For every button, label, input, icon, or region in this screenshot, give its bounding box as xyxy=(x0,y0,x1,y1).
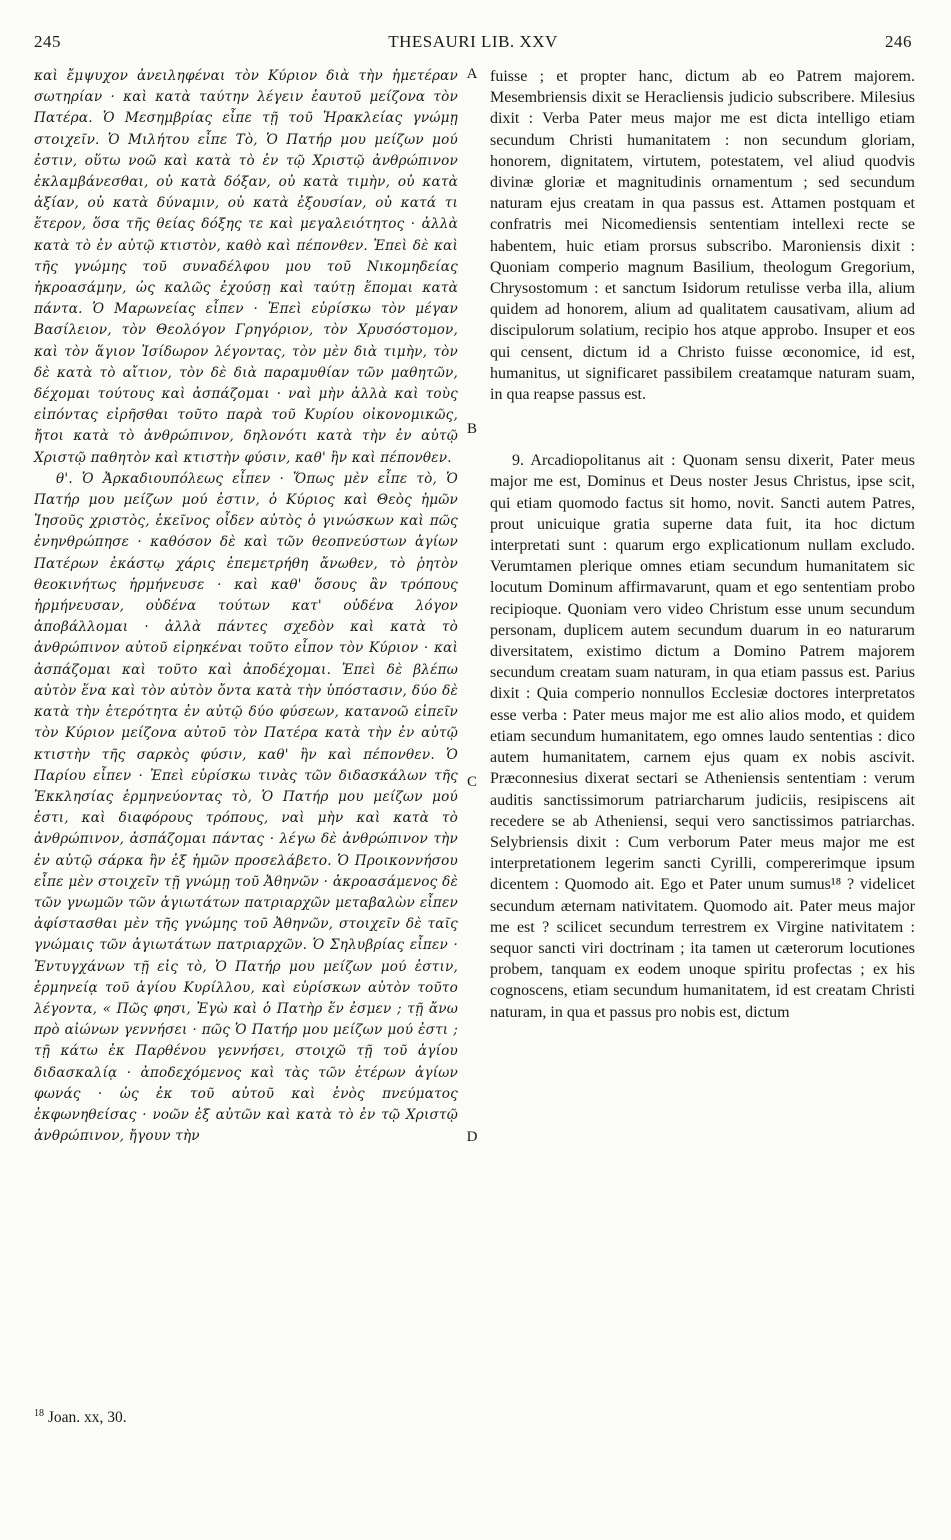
margin-marker-c: C xyxy=(466,774,477,790)
latin-column xyxy=(490,66,915,1023)
margin-marker-a: A xyxy=(466,66,478,82)
greek-paragraph-2: θ'. Ὁ Ἀρκαδιουπόλεως εἶπεν · Ὅπως μὲν εἶπε τὸ, Ὁ Πατήρ μου μείζων μού ἐστιν, ὁ Κύριος καὶ Θεὸς ἡμῶν Ἰησοῦς χριστὸς, ἐκεῖνος οἶδεν αὐτὸς ὁ γινώσκων καὶ πῶς ἐνηνθρώπησε · καθόσον δὲ καὶ τῶν θεοπνεύστων ἁγίων Πατέρων ἑκάστῳ χάρις ἐπεμετρήθη ἄνωθεν, τὸ ῥητὸν θεοκινήτως ἡρμήνευσε · καὶ καθ' ὅσους ἂν τρόπους ἡρμήνευσαν, οὐδένα τούτων κατ' οὐδένα λόγον ἀποβάλλομαι · ἀλλὰ πάντες σχεδὸν καὶ κατὰ τὸ ἀνθρώπινον αὐτοῦ εἰρηκέναι τοῦτο εἶπον τὸν Κύριον · καὶ ἀσπάζομαι καὶ τοῦτο καὶ ἀποδέχομαι. Ἐπεὶ δὲ βλέπω αὐτὸν ἕνα καὶ τὸν αὐτὸν ὄντα κατὰ τὴν ὑπόστασιν, δύο δὲ κατὰ τὴν ἑτερότητα ἐν αὐτῷ δύο φύσεων, κατανοῶ εἰπεῖν τὸν Κύριον μείζονα αὐτοῦ τὸν Πατέρα κατὰ τὴν ἐν αὐτῷ κτιστὴν τῆς σαρκὸς φύσιν, καθ' ἣν καὶ πέπονθεν. Ὁ Παρίου εἶπεν · Ἐπεὶ εὑρίσκω τινὰς τῶν διδασκάλων τῆς Ἐκκλησίας ἑρμηνεύοντας τὸ, Ὁ Πατήρ μου μείζων μού ἐστι, καὶ διαφόρους τρόπους, ναὶ μὴν καὶ κατὰ τὸ ἀνθρώπινον, ἀσπάζομαι πάντας · λέγω δὲ ἀνθρώπινον τὴν ἐν αὐτῷ σάρκα ἣν ἐξ ἡμῶν προσελάβετο. Ὁ Προικοννήσου εἶπε μὲν στοιχεῖν τῇ γνώμῃ τοῦ Ἀθηνῶν · ἀκροασάμενος δὲ τῶν γνωμῶν τῶν ἁγιωτάτων πατριαρχῶν μεταβαλὼν εἶπεν ἀφίστασθαι μὲν τῆς γνώμης τοῦ Ἀθηνῶν, στοιχεῖν δὲ ταῖς γνώμαις τῶν ἁγιωτάτων πατριαρχῶν. Ὁ Σηλυβρίας εἶπεν · Ἐντυγχάνων τῇ εἰς τὸ, Ὁ Πατήρ μου μείζων μού ἐστιν, ἑρμηνείᾳ τοῦ ἁγίου Κυρίλλου, καὶ εὑρίσκων αὐτὸν τοῦτο λέγοντα, « Πῶς φησι, Ἐγὼ καὶ ὁ Πατὴρ ἕν ἐσμεν ; τῇ ἄνω πρὸ αἰώνων γεννήσει · πῶς Ὁ Πατήρ μου μείζων μού ἐστι ; τῇ κάτω ἐκ Παρθένου γεννήσει, στοιχῶ τῇ τοῦ ἁγίου διδασκαλίᾳ · ἀποδεχόμενος καὶ τὰς τῶν ἑτέρων ἁγίων φωνάς · ὡς ἐκ τοῦ αὐτοῦ καὶ ἑνὸς πνεύματος ἐκφωνηθείσας · νοῶν ἐξ αὐτῶν καὶ κατὰ τὸ ἐν τῷ Χριστῷ ἀνθρώπινον, ἤγουν τὴν xyxy=(34,470,458,1145)
footnote-number: 18 xyxy=(34,1408,44,1419)
page-header xyxy=(34,32,912,58)
margin-marker-d: D xyxy=(466,1129,478,1145)
running-title: THESAURI LIB. XXV xyxy=(388,32,558,51)
greek-column xyxy=(34,66,458,1147)
latin-paragraph-2: 9. Arcadiopolitanus ait : Quonam sensu dixerit, Pater meus major me est, Dominus et Deus noster Jesus Christus, ipse scit, qui etiam quomodo factus sit homo, novit. Sancti autem Patres, prout unicuique gratia superne data fuit, ita hoc dictum interpretati sunt : quarum ergo explicationum nullam excludo. Verumtamen plerique omnes etiam secundum humanitatem sic locutum Dominum affirmavarunt, quam et ego sententiam probo recipioque. Quoniam vero video Christum esse unum secundum personam, duplicem autem secundum duarum in eo naturarum diversitatem, existimo dictum a Domino Patrem majorem secundum creatam suam naturam, in qua etiam passus est. Parius dixit : Quia comperio nonnullos Ecclesiæ doctores interpretatos esse verba : Pater meus major me est alio alios modo, et quidem etiam secundum humanitatem, ego omnes laudo sententias : dico autem humanitatem, carnem ejus quam ex nobis ascivit. Præconnesius dixerat sectari se Atheniensis sententiam : verum auditis sanctissimorum patriarcharum judiciis, resipiscens ait recedere se ab Atheniensi, sequi vero sanctissimos patriarchas. Selybriensis dixit : Cum verborum Pater meus major me est interpretationem legerim sancti Cyrilli, compererimque ipsum dicentem : Quomodo ait. Ego et Pater unum sumus¹⁸ ? videlicet secundum æternam nativitatem. Quomodo ait. Pater meus major me est ? scilicet secundum terrestrem ex Virgine nativitatem : sequor sancti viri doctrinam ; ita tamen ut cæterorum locutiones probem, tanquam ex eodem unoque spiritu profectas ; ex his cognoscens, etiam secundum humanitatem, id est creatam Christi naturam, in qua et passus pro nobis est, dictum xyxy=(490,452,915,1021)
page-number-right: 246 xyxy=(885,32,912,51)
margin-marker-b: B xyxy=(466,421,477,437)
greek-paragraph-1: καὶ ἔμψυχον ἀνειληφέναι τὸν Κύριον διὰ τὴν ἡμετέραν σωτηρίαν · καὶ κατὰ ταύτην λέγειν ἑαυτοῦ μείζονα τὸν Πατέρα. Ὁ Μεσημβρίας εἶπε τῇ τοῦ Ἡρακλείας γνώμῃ στοιχεῖν. Ὁ Μιλήτου εἶπε Τὸ, Ὁ Πατήρ μου μείζων μού ἐστιν, οὕτω νοῶ καὶ κατὰ τὸ ἐν τῷ Χριστῷ ἀνθρώπινον ἐκλαμβάνεσθαι, οὐ κατὰ δόξαν, οὐ κατὰ τιμὴν, οὐ κατὰ ἀξίαν, οὐ κατὰ δύναμιν, οὐ κατὰ ἐξουσίαν, οὐ κατά τι ἕτερον, ὅσα τῆς θείας δόξης τε καὶ μεγαλειότητος · ἀλλὰ κατὰ τὸ ἐν αὐτῷ κτιστὸν, καθὸ καὶ πέπονθεν. Ἐπεὶ δὲ καὶ τῆς γνώμης τοῦ συναδέλφου μου τοῦ Νικομηδείας ἠκροασάμην, ὡς καλῶς ἐχούσῃ καὶ ταύτῃ ἕπομαι κατὰ πάντα. Ὁ Μαρωνείας εἶπεν · Ἐπεὶ εὑρίσκω τὸν μέγαν Βασίλειον, τὸν Θεολόγον Γρηγόριον, τὸν Χρυσόστομον, καὶ τὸν ἅγιον Ἰσίδωρον λέγοντας, τὸν μὲν διὰ τιμὴν, τὸν δὲ κατὰ τὸ αἴτιον, τὸν δὲ διὰ παραμυθίαν τῶν μαθητῶν, δέχομαι τούτους καὶ ἀσπάζομαι · ναὶ μὴν ἀλλὰ καὶ τοὺς εἰπόντας εἰρῆσθαι τοῦτο παρὰ τοῦ Κυρίου οἰκονομικῶς, ἤτοι κατὰ τὸ ἀνθρώπινον, δηλονότι κατὰ τὴν ἐν αὐτῷ Χριστῷ παθητὸν καὶ κτιστὴν φύσιν, καθ' ἣν καὶ πέπονθεν. xyxy=(34,68,458,466)
footnote xyxy=(34,1408,127,1427)
footnote-text: Joan. xx, 30. xyxy=(47,1409,127,1427)
page-number-left: 245 xyxy=(34,32,61,51)
latin-paragraph-1: fuisse ; et propter hanc, dictum ab eo Patrem majorem. Mesembriensis dixit se Heracliensis judicio subscribere. Milesius dixit : Verba Pater meus major me est dicta intelligo etiam secundum Christi humanitatem : non secundum gloriam, honorem, dignitatem, virtutem, potestatem, vel aliud quodvis divinæ gloriæ et magnitudinis ornamentum ; sed secundum naturam ejus creatam in qua passus est. Attamen postquam et confratris mei Nicomediensis sententiam intellexi recte se habentem, huic etiam prorsus subscribo. Maroniensis dixit : Quoniam comperio magnum Basilium, theologum Gregorium, Chrysostomum : et sanctum Isidorum retulisse verba illa, alium quidem ad honorem, alium ad qualitatem causativam, alium ad discipulorum solatium, recipio hos atque approbo. Insuper et eos qui censent, dictum id a Christo fuisse œconomice, id est, humanitus, ut significaret passibilem creatamque naturam suam, in qua reapse passus est. xyxy=(490,68,915,404)
